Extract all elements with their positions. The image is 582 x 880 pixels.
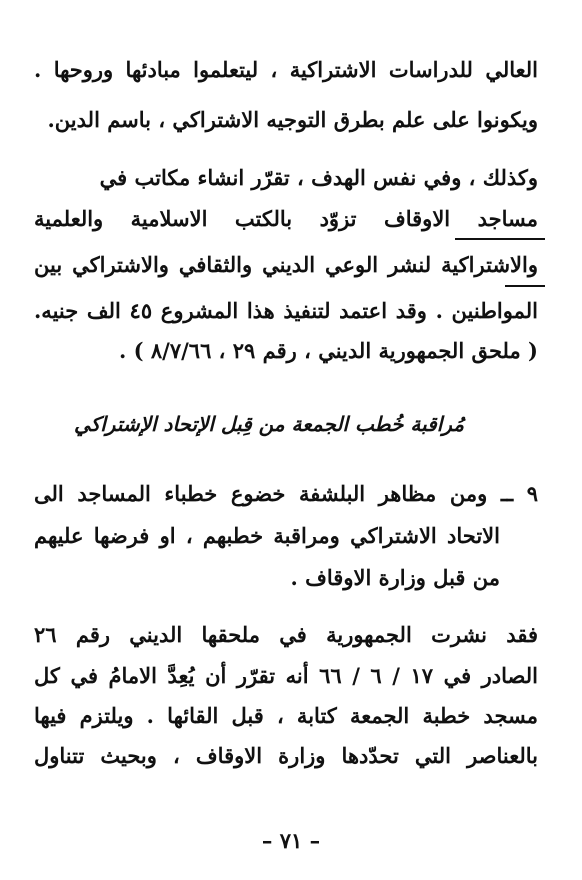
paragraph-1-line-1: العالي للدراسات الاشتراكية ، ليتعلموا مبادئها وروحها . [34, 57, 538, 82]
paragraph-3-line-1: ٩ ــ ومن مظاهر البلشفة خضوع خطباء المساجد الى [34, 481, 538, 506]
paragraph-2-line-2: مساجد الاوقاف تزوّد بالكتب الاسلامية والعلمية [34, 206, 538, 231]
paragraph-2-line-4: المواطنين . وقد اعتمد لتنفيذ هذا المشروع ٤٥ الف جنيه. [34, 298, 538, 323]
paragraph-4-line-2: الصادر في ١٧ / ٦ / ٦٦ أنه تقرّر أن يُعِدَّ الامامُ في كل [34, 663, 538, 688]
paragraph-4-line-1: فقد نشرت الجمهورية في ملحقها الديني رقم ٢٦ [34, 622, 538, 647]
handwritten-underline [455, 238, 545, 240]
paragraph-3-line-2: الاتحاد الاشتراكي ومراقبة خطبهم ، او فرضها عليهم [34, 523, 500, 548]
paragraph-1-line-2: ويكونوا على علم بطرق التوجيه الاشتراكي ، باسم الدين. [47, 107, 538, 132]
paragraph-4-line-4: بالعناصر التي تحدّدها وزارة الاوقاف ، وبحيث تتناول [34, 743, 538, 768]
paragraph-4-line-3: مسجد خطبة الجمعة كتابة ، قبل القائها . ويلتزم فيها [34, 703, 538, 728]
page-number: – ٧١ – [261, 828, 321, 853]
paragraph-3-line-3: من قبل وزارة الاوقاف . [290, 565, 500, 590]
section-heading: مُراقبة خُطب الجمعة من قِبل الإتحاد الإشتراكي [74, 412, 464, 436]
paragraph-2-line-1: وكذلك ، وفي نفس الهدف ، تقرّر انشاء مكاتب في [99, 165, 538, 190]
handwritten-underline [505, 285, 545, 287]
paragraph-2-line-5: ( ملحق الجمهورية الديني ، رقم ٢٩ ، ٨/٧/٦٦ ) . [119, 338, 538, 363]
paragraph-2-line-3: والاشتراكية لنشر الوعي الديني والثقافي والاشتراكي بين [34, 252, 538, 277]
